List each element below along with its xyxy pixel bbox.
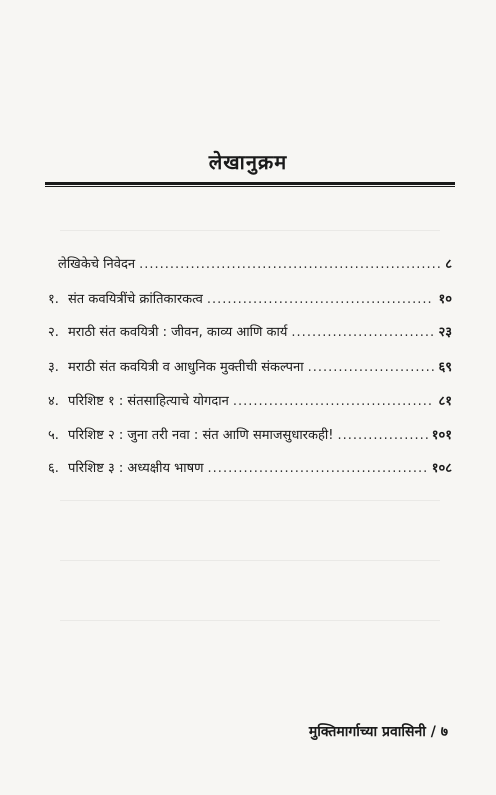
toc-entry-page: २३ bbox=[438, 325, 452, 340]
running-footer: मुक्तिमार्गाच्या प्रवासिनी / ७ bbox=[308, 724, 448, 740]
toc-entry-number: २. bbox=[48, 325, 59, 340]
toc-entry-title: परिशिष्ट ३ : अध्यक्षीय भाषण bbox=[68, 461, 204, 476]
bleed-through-line bbox=[60, 230, 440, 231]
toc-entry-4[interactable] bbox=[48, 391, 452, 413]
title-rule-thin bbox=[45, 186, 455, 187]
toc-entry-preface[interactable] bbox=[48, 254, 452, 276]
toc-entry-1[interactable] bbox=[48, 289, 452, 311]
toc-leader-dots bbox=[337, 428, 427, 443]
toc-entry-3[interactable] bbox=[48, 357, 452, 379]
toc-entry-6[interactable] bbox=[48, 458, 452, 480]
toc-entry-number: १. bbox=[48, 292, 59, 307]
toc-entry-title: लेखिकेचे निवेदन bbox=[58, 257, 136, 272]
toc-leader-dots bbox=[207, 292, 435, 307]
bleed-through-line bbox=[60, 620, 440, 621]
toc-entry-page: ६९ bbox=[438, 360, 452, 375]
bleed-through-line bbox=[60, 560, 440, 561]
toc-leader-dots bbox=[291, 325, 434, 340]
title-rule bbox=[45, 182, 455, 185]
toc-entry-page: ८ bbox=[445, 257, 452, 272]
toc-entry-page: १०८ bbox=[431, 461, 452, 476]
toc-entry-page: ८१ bbox=[438, 394, 452, 409]
toc-leader-dots bbox=[139, 257, 441, 272]
toc-leader-dots bbox=[308, 360, 435, 375]
toc-leader-dots bbox=[233, 394, 435, 409]
toc-entry-page: १०१ bbox=[431, 428, 452, 443]
page-title: लेखानुक्रम bbox=[208, 150, 288, 174]
toc-entry-number: ४. bbox=[48, 394, 59, 409]
toc-entry-number: ५. bbox=[48, 428, 59, 443]
toc-entry-title: परिशिष्ट २ : जुना तरी नवा : संत आणि समाजसुधारकही! bbox=[68, 428, 334, 443]
toc-entry-page: १० bbox=[438, 292, 452, 307]
toc-entry-number: ६. bbox=[48, 461, 59, 476]
toc-entry-5[interactable] bbox=[48, 425, 452, 447]
toc-entry-title: संत कवयित्रींचे क्रांतिकारकत्व bbox=[68, 292, 203, 307]
toc-entry-title: मराठी संत कवयित्री : जीवन, काव्य आणि कार्य bbox=[68, 325, 288, 340]
bleed-through-line bbox=[60, 500, 440, 501]
toc-entry-2[interactable] bbox=[48, 322, 452, 344]
toc-entry-number: ३. bbox=[48, 360, 59, 375]
toc-leader-dots bbox=[208, 461, 428, 476]
toc-entry-title: परिशिष्ट १ : संतसाहित्याचे योगदान bbox=[68, 394, 229, 409]
toc-entry-title: मराठी संत कवयित्री व आधुनिक मुक्तीची संकल्पना bbox=[68, 360, 304, 375]
